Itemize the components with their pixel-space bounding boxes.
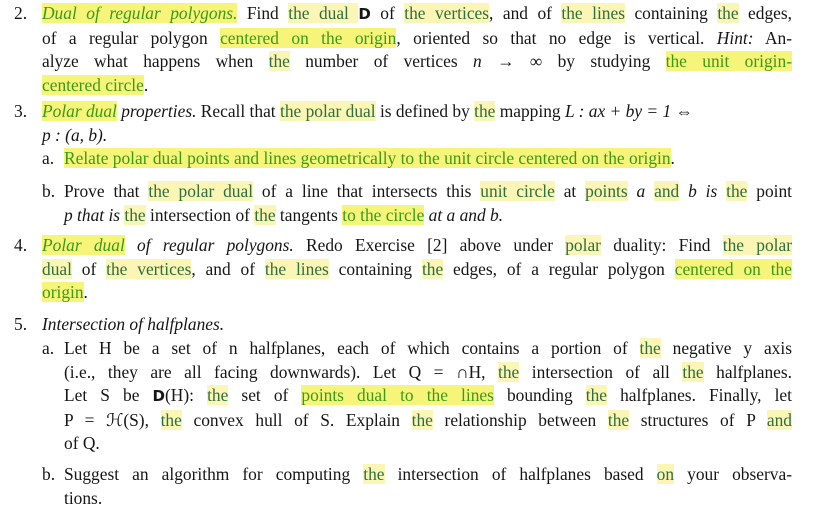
text-line: [42, 313, 792, 337]
text-line: Let H be a set of n halfplanes, each of which contains a portion of the negative y axis: [64, 338, 792, 358]
text-line: of Q.: [64, 433, 100, 453]
text-line: p : (a, b).: [42, 124, 108, 145]
exercise-number: 3.: [14, 101, 28, 121]
text-line: of a regular polygon centered on the origin, oriented so that no edge is vertical. Hint: An-: [42, 27, 793, 48]
text-line: Dual of regular polygons. Find the dual D of the vertices, and of the lines containing the edges,: [42, 3, 792, 23]
exercise-title: Dual of regular polygons.: [42, 3, 238, 23]
exercise-number: 2.: [14, 3, 28, 23]
text-line: dual of the vertices, and of the lines containing the edges, of a regular polygon centered on the: [42, 258, 792, 279]
exercise-body: [42, 313, 792, 337]
text-line: alyze what happens when the number of vertices n → ∞ by studying the unit origin-: [42, 51, 793, 71]
text-line: Suggest an algorithm for computing the intersection of halfplanes based on your observa-: [64, 464, 792, 484]
text-line: p that is the intersection of the tangents to the circle at a and b.: [64, 204, 504, 225]
hint-label: Hint:: [716, 27, 754, 48]
text-line: Polar dual of regular polygons. Redo Exercise [2] above under polar duality: Find the polar: [42, 235, 792, 255]
exercise-body: [42, 100, 792, 147]
exercise-body: [42, 234, 792, 305]
text-line: Let S be D(H): the set of points dual to the lines bounding the halfplanes. Finally, let: [64, 385, 792, 405]
exercise-title: Polar dual: [42, 101, 117, 121]
dual-operator-symbol: D: [358, 5, 371, 23]
exercise-number: 5.: [14, 314, 28, 334]
text-line: Prove that the polar dual of a line that intersects this unit circle at points a and b is the point: [64, 181, 793, 201]
mapping-formula: L : ax + by = 1 ⇔: [564, 101, 693, 121]
text-line: P = ℋ(S), the convex hull of S. Explain the relationship between the structures of P and: [64, 409, 792, 430]
exercise-title: Intersection of halfplanes.: [42, 314, 225, 334]
dual-operator-symbol: D: [152, 387, 165, 405]
text-line: centered circle.: [42, 74, 149, 95]
exercise-number: 4.: [14, 235, 28, 255]
text-line: (i.e., they are all facing downwards). Let Q = ∩H, the intersection of all the halfplanes.: [64, 361, 792, 382]
exercise-title: Polar dual: [42, 235, 125, 255]
text-line: origin.: [42, 282, 88, 302]
text-line: tions.: [64, 487, 103, 508]
text-line: Polar dual properties. Recall that the polar dual is defined by the mapping L : ax + by = 1 ⇔: [42, 101, 693, 121]
exercise-body: [42, 2, 792, 97]
